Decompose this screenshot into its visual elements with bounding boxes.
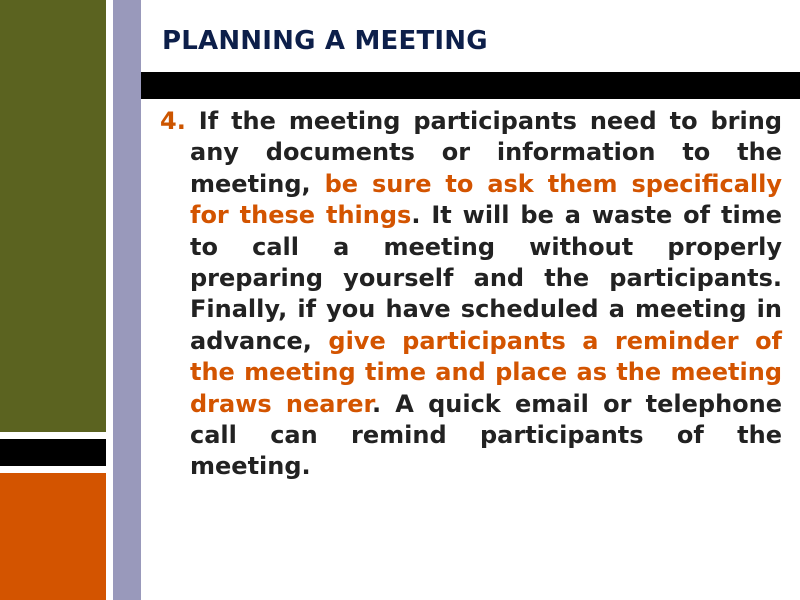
left-orange-bar: [0, 473, 106, 600]
left-black-bar: [0, 439, 106, 466]
highlight-ask-specifically: be sure to ask them specifically for these things: [190, 169, 783, 230]
left-green-bar: [0, 0, 106, 432]
highlight-reminder: give participants a reminder of the meeting time and place as the meeting draws nearer: [190, 326, 782, 418]
slide-paragraph: [160, 106, 782, 483]
paragraph-text-3: . A quick email or telephone call can remind participants of the meeting.: [190, 389, 783, 481]
title-rule: [141, 72, 800, 99]
paragraph-number: 4.: [160, 107, 186, 135]
paragraph-text-2: . It will be a waste of time to call a meeting without properly preparing yourself and the participants. Finally, if you have scheduled a meeting in advance,: [190, 201, 782, 355]
slide-title: PLANNING A MEETING: [162, 26, 488, 56]
lavender-stripe: [113, 0, 141, 600]
paragraph-text-1: If the meeting participants need to bring any documents or information to the meeting,: [185, 107, 782, 198]
